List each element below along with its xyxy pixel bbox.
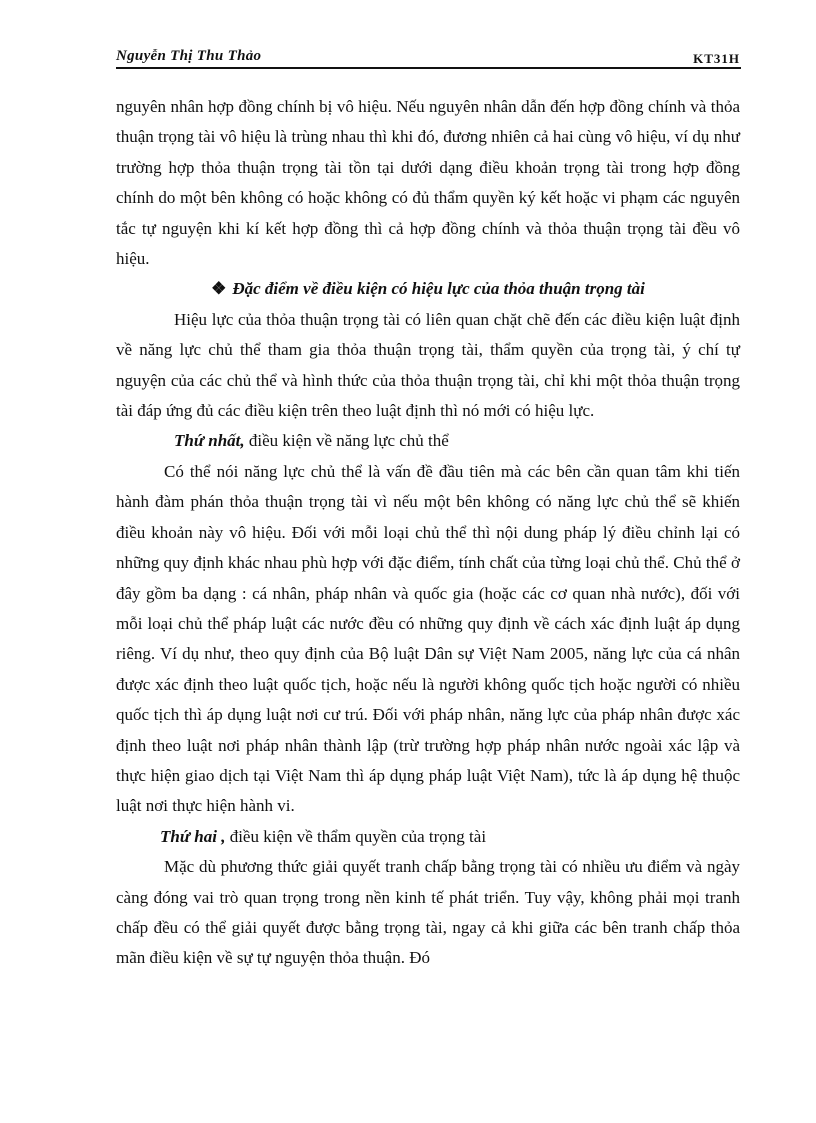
document-body (116, 92, 740, 974)
subheading-second (116, 822, 740, 852)
page-header (116, 48, 740, 68)
subheading-second-text: điều kiện về thẩm quyền của trọng tài (225, 826, 487, 846)
paragraph-3: Có thể nói năng lực chủ thể là vấn đề đầu tiên mà các bên cần quan tâm khi tiến hành đàm phán thỏa thuận trọng tài vì nếu một bên không có năng lực chủ thể sẽ khiến điều khoản này vô hiệu. Đối với mỗi loại chủ thể thì nội dung pháp lý điều chỉnh lại có những quy định khác nhau phù hợp với đặc điểm, tính chất của từng loại chủ thể. Chủ thể ở đây gồm ba dạng : cá nhân, pháp nhân và quốc gia (hoặc các cơ quan nhà nước), đối với mỗi loại chủ thể pháp luật các nước đều có những quy định về cách xác định luật áp dụng riêng. Ví dụ như, theo quy định của Bộ luật Dân sự Việt Nam 2005, năng lực của cá nhân được xác định theo luật quốc tịch, hoặc nếu là người không quốc tịch hoặc người có nhiều quốc tịch thì áp dụng luật nơi cư trú. Đối với pháp nhân, năng lực của pháp nhân được xác định theo luật nơi pháp nhân thành lập (trừ trường hợp pháp nhân nước ngoài xác lập và thực hiện giao dịch tại Việt Nam thì áp dụng pháp luật Việt Nam), tức là áp dụng hệ thuộc luật nơi thực hiện hành vi. (116, 461, 740, 816)
subheading-first (116, 426, 740, 456)
header-author: Nguyễn Thị Thu Thảo (116, 48, 262, 64)
section-heading-text: Đặc điểm về điều kiện có hiệu lực của thỏa thuận trọng tài (232, 279, 645, 299)
subheading-first-lead: Thứ nhất, (174, 431, 245, 451)
diamond-bullet-icon: ❖ (211, 279, 227, 299)
subheading-first-text: điều kiện về năng lực chủ thể (244, 431, 449, 451)
header-code: KT31H (693, 51, 740, 66)
subheading-second-lead: Thứ hai , (160, 826, 226, 846)
header-divider (116, 67, 741, 69)
paragraph-1: nguyên nhân hợp đồng chính bị vô hiệu. Nếu nguyên nhân dẫn đến hợp đồng chính và thỏa thuận trọng tài vô hiệu là trùng nhau thì khi đó, đương nhiên cả hai cùng vô hiệu, ví dụ như trường hợp thỏa thuận trọng tài tồn tại dưới dạng điều khoản trọng tài trong hợp đồng chính do một bên không có hoặc không có đủ thẩm quyền ký kết hoặc vi phạm các nguyên tắc tự nguyện khi kí kết hợp đồng thì cả hợp đồng chính và thỏa thuận trọng tài đều vô hiệu. (116, 97, 740, 269)
paragraph-2: Hiệu lực của thỏa thuận trọng tài có liên quan chặt chẽ đến các điều kiện luật định về năng lực chủ thể tham gia thỏa thuận trọng tài, thẩm quyền của trọng tài, ý chí tự nguyện của các chủ thể và hình thức của thỏa thuận trọng tài, chỉ khi một thỏa thuận trọng tài đáp ứng đủ các điều kiện trên theo luật định thì nó mới có hiệu lực. (116, 309, 740, 421)
paragraph-4: Mặc dù phương thức giải quyết tranh chấp bằng trọng tài có nhiều ưu điểm và ngày càng đóng vai trò quan trọng trong nền kinh tế phát triển. Tuy vậy, không phải mọi tranh chấp đều có thể giải quyết được bằng trọng tài, ngay cả khi giữa các bên tranh chấp thỏa mãn điều kiện về sự tự nguyện thỏa thuận. Đó (116, 857, 740, 968)
section-heading (116, 274, 740, 304)
